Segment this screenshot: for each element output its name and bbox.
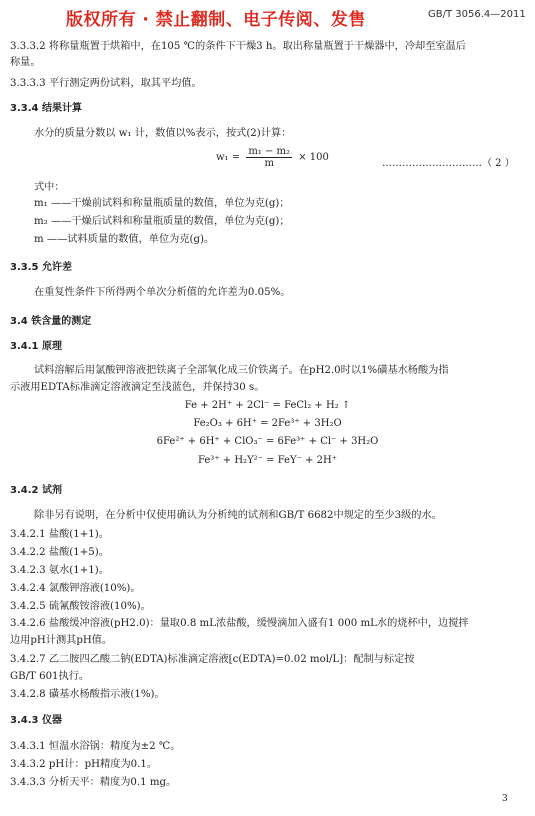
formula-numerator: m₁ − m₂ [248, 146, 291, 157]
list-item: 3.4.2.2 盐酸(1+5)。 [10, 547, 109, 558]
section-heading: 3.4 铁含量的测定 [10, 316, 92, 327]
watermark-banner: 版权所有 · 禁止翻制、电子传阅、发售 [66, 10, 366, 30]
reaction-equation: Fe³⁺ + H₂Y²⁻ = FeY⁻ + 2H⁺ [198, 455, 337, 466]
list-item: 3.4.2.7 乙二胺四乙酸二钠(EDTA)标准滴定溶液[c(EDTA)=0.02 mol/L]：配制与标定按 [10, 654, 415, 665]
list-item: 3.4.2.5 硫氰酸铵溶液(10%)。 [10, 601, 151, 612]
reaction-equation: Fe₂O₃ + 6H⁺ = 2Fe³⁺ + 3H₂O [193, 418, 342, 429]
definition-line: m₁ ——干燥前试料和称量瓶质量的数值，单位为克(g)； [34, 198, 290, 209]
text-line: 3.3.3.2 将称量瓶置于烘箱中，在105 ℃的条件下干燥3 h。取出称量瓶置于干燥器中，冷却至室温后 [10, 41, 466, 52]
section-heading: 3.3.5 允许差 [10, 262, 72, 273]
section-heading: 3.4.3 仪器 [10, 715, 62, 726]
section-heading: 3.4.1 原理 [10, 341, 62, 352]
formula-2 [216, 146, 329, 169]
standard-number: GB/T 3056.4—2011 [428, 9, 526, 20]
formula-reference: …………………………（ 2 ） [382, 158, 515, 169]
text-line: 3.3.3.3 平行测定两份试料，取其平均值。 [10, 78, 202, 89]
list-item: 3.4.2.6 盐酸缓冲溶液(pH2.0)：量取0.8 mL浓盐酸，缓慢滴加入盛有1 000 mL水的烧杯中，边搅拌 [10, 618, 469, 629]
section-heading: 3.3.4 结果计算 [10, 103, 82, 114]
page-number: 3 [502, 794, 508, 804]
list-item: 3.4.3.2 pH计：pH精度为0.1。 [10, 759, 158, 770]
list-item: 3.4.2.8 磺基水杨酸指示液(1%)。 [10, 689, 165, 700]
where-label: 式中： [34, 182, 65, 193]
list-item: 3.4.2.1 盐酸(1+1)。 [10, 529, 109, 540]
paragraph: 示液用EDTA标准滴定溶液滴定至浅蓝色，并保持30 s。 [10, 382, 265, 393]
formula-fraction [246, 146, 292, 169]
text-line: 称量。 [10, 57, 41, 68]
list-item-cont: 边用pH计测其pH值。 [10, 635, 113, 646]
list-item: 3.4.3.1 恒温水浴锅：精度为±2 ℃。 [10, 741, 181, 752]
formula-lhs: w₁ = [216, 152, 241, 163]
formula-denominator: m [264, 158, 274, 169]
reaction-equation: 6Fe²⁺ + 6H⁺ + ClO₃⁻ = 6Fe³⁺ + Cl⁻ + 3H₂O [156, 436, 379, 447]
paragraph: 水分的质量分数以 w₁ 计，数值以%表示，按式(2)计算： [34, 128, 292, 139]
paragraph: 除非另有说明，在分析中仅使用确认为分析纯的试剂和GB/T 6682中规定的至少3级的水。 [34, 510, 442, 521]
list-item: 3.4.2.3 氨水(1+1)。 [10, 565, 109, 576]
list-item: 3.4.2.4 氯酸钾溶液(10%)。 [10, 583, 141, 594]
definition-line: m ——试料质量的数值，单位为克(g)。 [34, 234, 215, 245]
paragraph: 在重复性条件下所得两个单次分析值的允许差为0.05%。 [34, 287, 291, 298]
reaction-equation: Fe + 2H⁺ + 2Cl⁻ = FeCl₂ + H₂ ↑ [184, 400, 351, 411]
formula-rhs: × 100 [298, 152, 329, 163]
paragraph: 试料溶解后用氯酸钾溶液把铁离子全部氧化成三价铁离子。在pH2.0时以1%磺基水杨酸为指 [34, 365, 449, 376]
list-item-cont: GB/T 601执行。 [10, 671, 90, 682]
section-heading: 3.4.2 试剂 [10, 485, 62, 496]
definition-line: m₂ ——干燥后试料和称量瓶质量的数值，单位为克(g)； [34, 216, 290, 227]
list-item: 3.4.3.3 分析天平：精度为0.1 mg。 [10, 777, 177, 788]
